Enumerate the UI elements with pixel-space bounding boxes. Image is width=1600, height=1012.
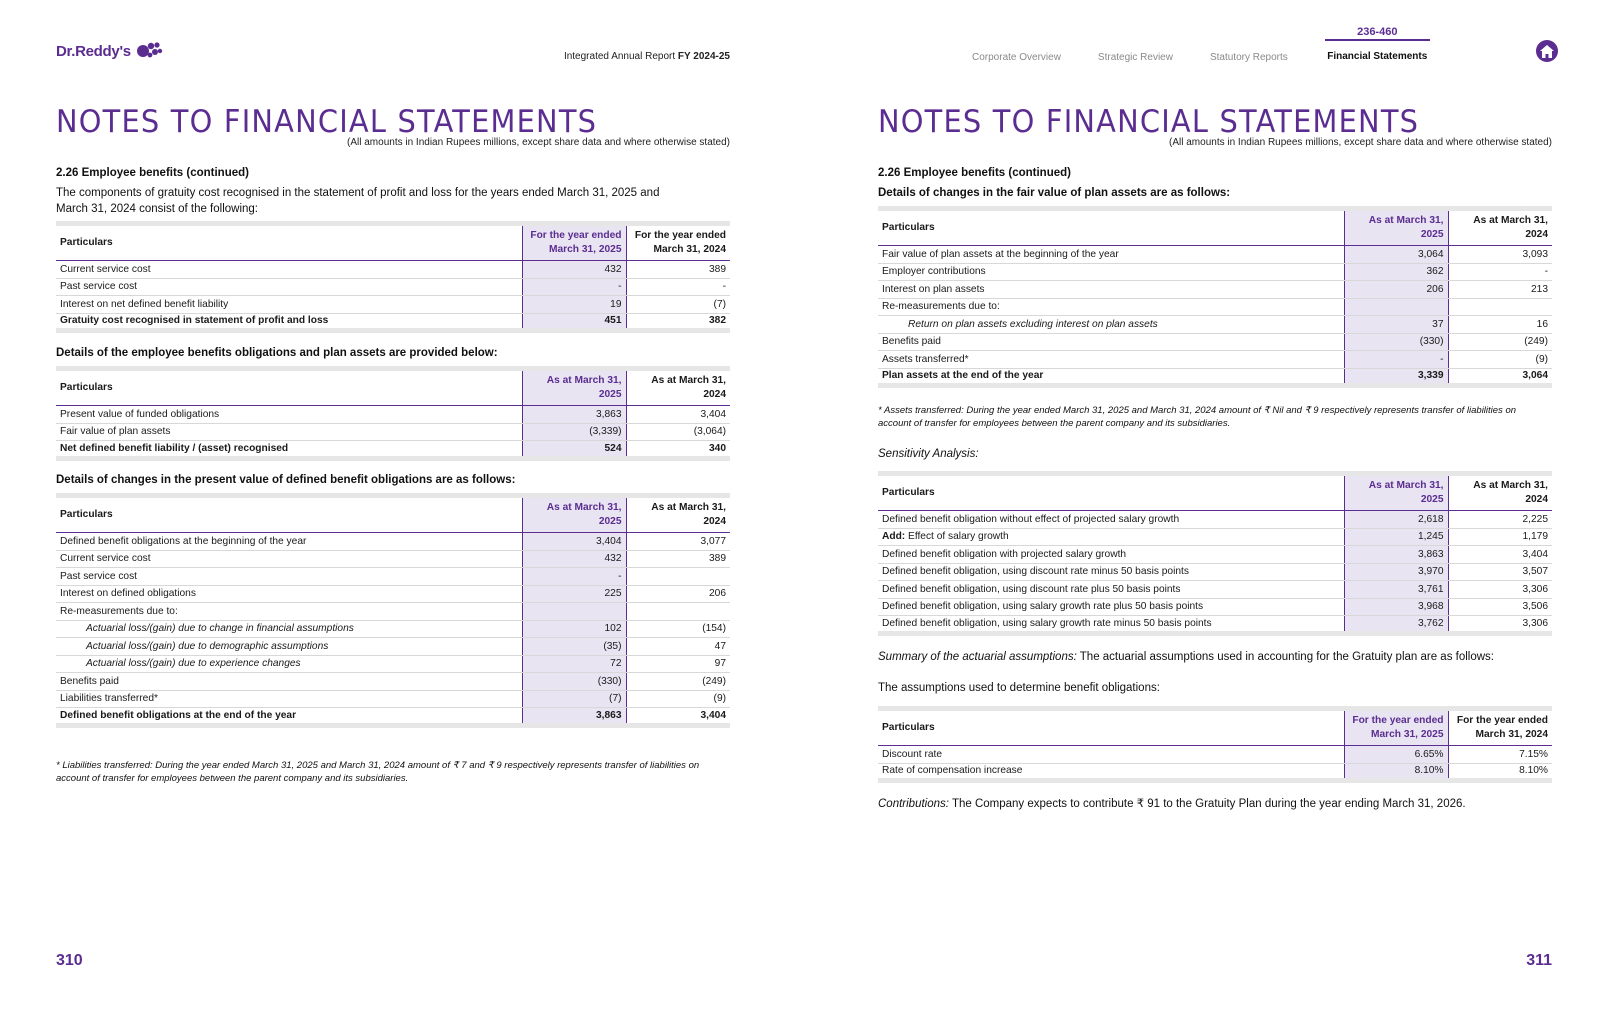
cell-cy: 432 — [522, 550, 626, 568]
table-row — [878, 246, 1552, 264]
contributions-paragraph — [878, 796, 1552, 812]
cell-cy: 524 — [522, 441, 626, 459]
table-row — [56, 296, 730, 314]
table-row — [56, 533, 730, 551]
cell-cy: 3,863 — [522, 406, 626, 424]
table-row — [878, 616, 1552, 634]
cell-py: 1,179 — [1448, 528, 1552, 546]
amounts-note: (All amounts in Indian Rupees millions, except share data and where otherwise stated) — [347, 137, 730, 148]
cell-cy: 362 — [1344, 263, 1448, 281]
home-icon[interactable] — [1536, 40, 1558, 62]
col-current-year: For the year ended March 31, 2025 — [522, 224, 626, 261]
row-label: Gratuity cost recognised in statement of profit and loss — [56, 313, 522, 331]
cell-cy: (330) — [1344, 333, 1448, 351]
cell-py: (154) — [626, 620, 730, 638]
cell-py: 2,225 — [1448, 511, 1552, 529]
cell-py — [626, 603, 730, 621]
cell-py: 3,507 — [1448, 563, 1552, 581]
row-label: Defined benefit obligation, using salary growth rate plus 50 basis points — [878, 598, 1344, 616]
row-label: Actuarial loss/(gain) due to change in financial assumptions — [56, 620, 522, 638]
table1-title: Details of changes in the fair value of plan assets are as follows: — [878, 187, 1231, 199]
cell-py: (9) — [1448, 351, 1552, 369]
footnote: * Liabilities transferred: During the year ended March 31, 2025 and March 31, 2024 amount of ₹ 7 and ₹ 9 respectively represents transfer of liabilities on account of transfer for employees between the parent company and its subsidiaries. — [56, 760, 700, 784]
row-label: Fair value of plan assets — [56, 423, 522, 441]
cell-cy: - — [1344, 351, 1448, 369]
row-label: Rate of compensation increase — [878, 763, 1344, 781]
cell-cy: 3,064 — [1344, 246, 1448, 264]
total-row — [56, 708, 730, 726]
page-heading: NOTES TO FINANCIAL STATEMENTS — [56, 104, 598, 140]
row-label: Actuarial loss/(gain) due to experience changes — [56, 655, 522, 673]
footnote: * Assets transferred: During the year ended March 31, 2025 and March 31, 2024 amount of ₹ Nil and ₹ 9 respectively represents transfer of liabilities on account of transfer for employees between the parent company and its subsidiaries. — [878, 405, 1517, 429]
report-title-prefix: Integrated Annual Report — [563, 51, 678, 62]
cell-py: 3,306 — [1448, 581, 1552, 599]
row-label: Interest on plan assets — [878, 281, 1344, 299]
cell-py: (9) — [626, 690, 730, 708]
logo-mark-icon — [135, 40, 163, 62]
row-label: Plan assets at the end of the year — [878, 368, 1344, 386]
cell-cy: 3,762 — [1344, 616, 1448, 634]
cell-py: 16 — [1448, 316, 1552, 334]
cell-cy: (7) — [522, 690, 626, 708]
row-label: Current service cost — [56, 261, 522, 279]
table-row — [56, 261, 730, 279]
row-label-text: Effect of salary growth — [908, 531, 1009, 543]
table-row — [56, 568, 730, 586]
cell-cy — [1344, 298, 1448, 316]
cell-cy: 3,863 — [1344, 546, 1448, 564]
report-title-year: FY 2024-25 — [677, 51, 730, 62]
table-row — [878, 598, 1552, 616]
row-label: Employer contributions — [878, 263, 1344, 281]
cell-cy: 72 — [522, 655, 626, 673]
cell-py: 47 — [626, 638, 730, 656]
page-heading: NOTES TO FINANCIAL STATEMENTS — [878, 104, 1420, 140]
company-logo[interactable] — [56, 40, 163, 62]
cell-py: 3,404 — [626, 708, 730, 726]
col-previous-year: For the year ended March 31, 2024 — [626, 224, 730, 261]
table-row — [56, 423, 730, 441]
cell-cy: 8.10% — [1344, 763, 1448, 781]
page-number: 310 — [56, 952, 83, 969]
table-row — [56, 406, 730, 424]
row-label: Defined benefit obligation, using discount rate plus 50 basis points — [878, 581, 1344, 599]
cell-cy: 432 — [522, 261, 626, 279]
report-title — [564, 51, 730, 62]
table-row — [878, 528, 1552, 546]
nav-strategic-review[interactable]: Strategic Review — [1097, 52, 1173, 63]
cell-py: 389 — [626, 261, 730, 279]
cell-cy: 3,339 — [1344, 368, 1448, 386]
cell-py: - — [626, 278, 730, 296]
table-row — [56, 550, 730, 568]
col-previous-year: As at March 31, 2024 — [626, 369, 730, 406]
cell-py: 3,506 — [1448, 598, 1552, 616]
table-row — [878, 281, 1552, 299]
cell-py: 3,077 — [626, 533, 730, 551]
cell-py: (249) — [1448, 333, 1552, 351]
cell-py: 3,064 — [1448, 368, 1552, 386]
cell-py: 213 — [1448, 281, 1552, 299]
dbo-changes-table — [56, 493, 730, 728]
row-label: Fair value of plan assets at the beginning of the year — [878, 246, 1344, 264]
col-current-year: As at March 31, 2025 — [1344, 474, 1448, 511]
table-row — [878, 511, 1552, 529]
gratuity-cost-table — [56, 221, 730, 333]
row-label: Assets transferred* — [878, 351, 1344, 369]
cell-py: - — [1448, 263, 1552, 281]
total-row — [878, 368, 1552, 386]
cell-cy: 206 — [1344, 281, 1448, 299]
sensitivity-table — [878, 471, 1552, 636]
table-row — [56, 655, 730, 673]
col-particulars: Particulars — [878, 709, 1344, 746]
intro-paragraph: The components of gratuity cost recognised in the statement of profit and loss for the years ended March 31, 2025 and March 31, 2024 consist of the following: — [56, 187, 660, 215]
nav-corporate-overview[interactable]: Corporate Overview — [972, 52, 1061, 63]
row-label: Defined benefit obligation, using salary growth rate minus 50 basis points — [878, 616, 1344, 634]
cell-cy: - — [522, 568, 626, 586]
row-label: Net defined benefit liability / (asset) recognised — [56, 441, 522, 459]
row-label: Past service cost — [56, 568, 522, 586]
col-current-year: As at March 31, 2025 — [522, 496, 626, 533]
row-label: Actuarial loss/(gain) due to demographic assumptions — [56, 638, 522, 656]
table-row — [878, 316, 1552, 334]
col-particulars: Particulars — [56, 369, 522, 406]
row-label: Interest on net defined benefit liability — [56, 296, 522, 314]
summary-label: Summary of the actuarial assumptions: — [878, 651, 1077, 663]
row-label: Benefits paid — [56, 673, 522, 691]
col-previous-year: As at March 31, 2024 — [1448, 209, 1552, 246]
nav-financial-statements[interactable] — [1325, 26, 1430, 64]
house-glyph-icon — [1540, 45, 1554, 58]
col-previous-year: As at March 31, 2024 — [626, 496, 730, 533]
table-row — [878, 546, 1552, 564]
cell-cy: (330) — [522, 673, 626, 691]
col-particulars: Particulars — [56, 496, 522, 533]
row-label: Defined benefit obligations at the end of the year — [56, 708, 522, 726]
cell-cy — [522, 603, 626, 621]
cell-py: 3,404 — [626, 406, 730, 424]
row-label: Re-measurements due to: — [878, 298, 1344, 316]
contributions-label: Contributions: — [878, 798, 949, 810]
assumptions-table — [878, 706, 1552, 783]
cell-cy: 1,245 — [1344, 528, 1448, 546]
table3-title: Details of changes in the present value of defined benefit obligations are as follows: — [56, 474, 516, 486]
table-row — [56, 603, 730, 621]
row-label: Benefits paid — [878, 333, 1344, 351]
section-title: 2.26 Employee benefits (continued) — [56, 167, 249, 179]
table-row — [878, 746, 1552, 764]
left-page — [56, 0, 730, 1012]
table-row — [56, 673, 730, 691]
nav-active-label: Financial Statements — [1327, 51, 1428, 62]
table-row — [878, 263, 1552, 281]
cell-cy: 6.65% — [1344, 746, 1448, 764]
table-row — [56, 278, 730, 296]
cell-py: (3,064) — [626, 423, 730, 441]
contributions-text: The Company expects to contribute ₹ 91 to the Gratuity Plan during the year ending March 31, 2026. — [948, 798, 1466, 810]
cell-cy: - — [522, 278, 626, 296]
cell-cy: 37 — [1344, 316, 1448, 334]
row-label: Discount rate — [878, 746, 1344, 764]
row-label: Re-measurements due to: — [56, 603, 522, 621]
cell-py: 3,404 — [1448, 546, 1552, 564]
cell-py: 97 — [626, 655, 730, 673]
row-label: Defined benefit obligations at the beginning of the year — [56, 533, 522, 551]
plan-assets-table — [878, 206, 1552, 388]
col-particulars: Particulars — [878, 209, 1344, 246]
table-row — [878, 298, 1552, 316]
cell-py: 3,306 — [1448, 616, 1552, 634]
col-particulars: Particulars — [56, 224, 522, 261]
section-title: 2.26 Employee benefits (continued) — [878, 167, 1071, 179]
right-page — [878, 0, 1552, 1012]
row-label — [878, 528, 1344, 546]
col-current-year: For the year ended March 31, 2025 — [1344, 709, 1448, 746]
cell-cy: 102 — [522, 620, 626, 638]
row-label: Liabilities transferred* — [56, 690, 522, 708]
add-prefix: Add: — [882, 531, 909, 543]
sensitivity-title: Sensitivity Analysis: — [878, 448, 979, 460]
cell-py: 389 — [626, 550, 730, 568]
logo-text: Dr.Reddy's — [56, 42, 131, 60]
row-label: Past service cost — [56, 278, 522, 296]
table-row — [56, 638, 730, 656]
row-label: Defined benefit obligation with projected salary growth — [878, 546, 1344, 564]
row-label: Present value of funded obligations — [56, 406, 522, 424]
table-row — [56, 620, 730, 638]
cell-py: 3,093 — [1448, 246, 1552, 264]
table-row — [878, 563, 1552, 581]
row-label: Defined benefit obligation, using discount rate minus 50 basis points — [878, 563, 1344, 581]
table-row — [878, 351, 1552, 369]
top-nav — [972, 28, 1430, 64]
cell-cy: 2,618 — [1344, 511, 1448, 529]
col-current-year: As at March 31, 2025 — [522, 369, 626, 406]
cell-cy: 225 — [522, 585, 626, 603]
nav-page-range: 236-460 — [1325, 26, 1430, 41]
cell-py: 206 — [626, 585, 730, 603]
cell-cy: 3,761 — [1344, 581, 1448, 599]
col-previous-year: As at March 31, 2024 — [1448, 474, 1552, 511]
cell-py: 8.10% — [1448, 763, 1552, 781]
table-row — [878, 763, 1552, 781]
cell-cy: 3,863 — [522, 708, 626, 726]
amounts-note: (All amounts in Indian Rupees millions, except share data and where otherwise stated) — [1169, 137, 1552, 148]
total-row — [56, 313, 730, 331]
table2-title: Details of the employee benefits obligations and plan assets are provided below: — [56, 347, 498, 359]
nav-statutory-reports[interactable]: Statutory Reports — [1209, 52, 1288, 63]
assumptions-text: The assumptions used to determine benefit obligations: — [878, 682, 1160, 694]
row-label: Defined benefit obligation without effect of projected salary growth — [878, 511, 1344, 529]
table-row — [878, 581, 1552, 599]
cell-cy: (3,339) — [522, 423, 626, 441]
row-label: Return on plan assets excluding interest on plan assets — [878, 316, 1344, 334]
cell-py — [626, 568, 730, 586]
table-row — [56, 585, 730, 603]
cell-py: (249) — [626, 673, 730, 691]
row-label: Interest on defined obligations — [56, 585, 522, 603]
cell-cy: (35) — [522, 638, 626, 656]
obligations-table — [56, 366, 730, 461]
cell-cy: 451 — [522, 313, 626, 331]
total-row — [56, 441, 730, 459]
cell-cy: 3,968 — [1344, 598, 1448, 616]
col-previous-year: For the year ended March 31, 2024 — [1448, 709, 1552, 746]
cell-cy: 3,404 — [522, 533, 626, 551]
col-current-year: As at March 31, 2025 — [1344, 209, 1448, 246]
page-number: 311 — [1526, 952, 1552, 969]
col-particulars: Particulars — [878, 474, 1344, 511]
cell-py: 382 — [626, 313, 730, 331]
cell-py: 340 — [626, 441, 730, 459]
row-label: Current service cost — [56, 550, 522, 568]
summary-paragraph — [878, 649, 1552, 665]
cell-py — [1448, 298, 1552, 316]
table-row — [56, 690, 730, 708]
cell-py: (7) — [626, 296, 730, 314]
cell-cy: 3,970 — [1344, 563, 1448, 581]
summary-text: The actuarial assumptions used in accounting for the Gratuity plan are as follows: — [1076, 651, 1494, 663]
cell-py: 7.15% — [1448, 746, 1552, 764]
table-row — [878, 333, 1552, 351]
cell-cy: 19 — [522, 296, 626, 314]
